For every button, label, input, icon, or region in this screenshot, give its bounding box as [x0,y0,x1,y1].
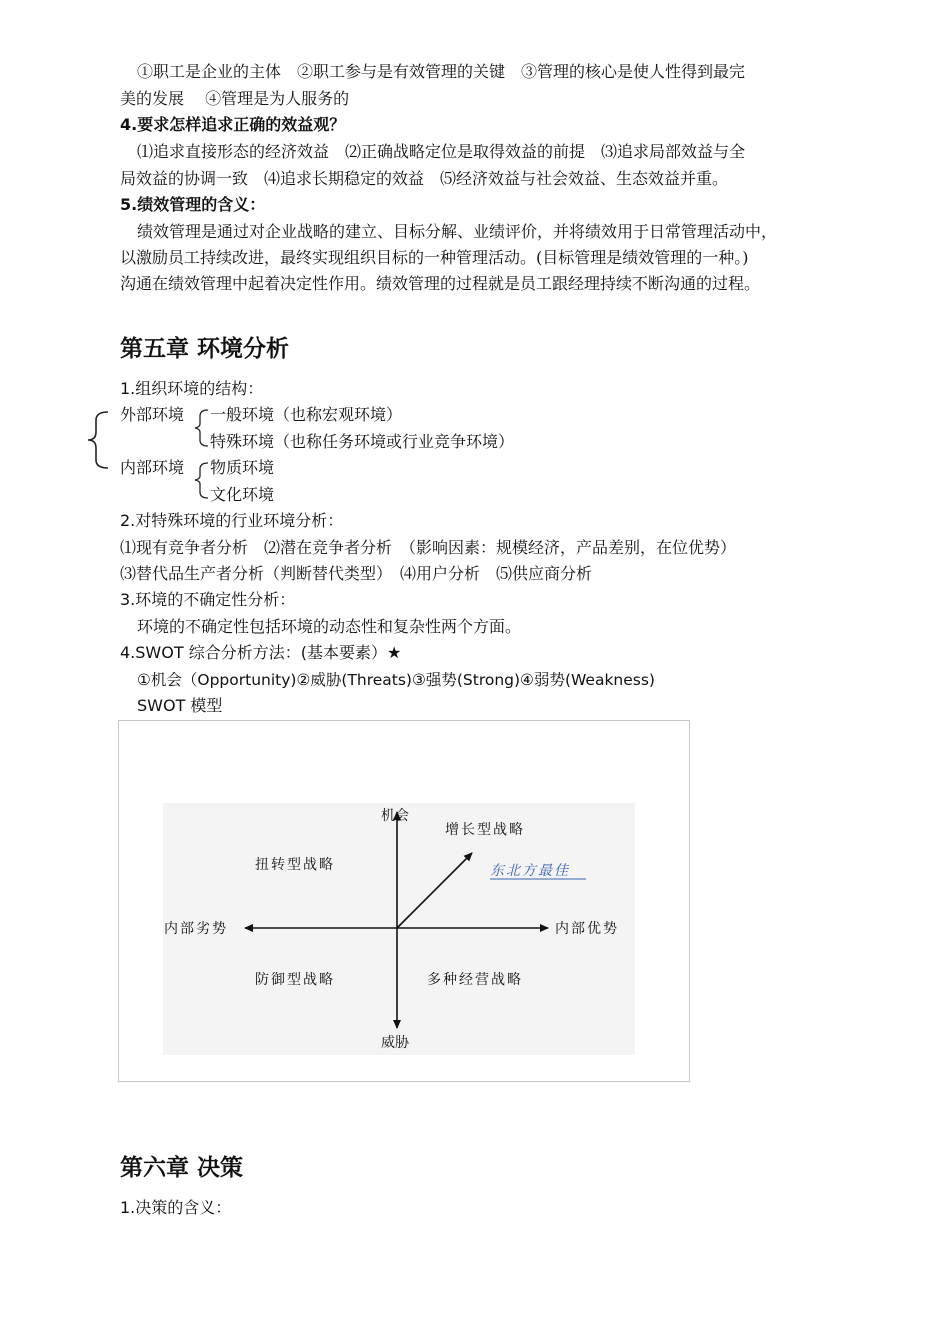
principles-line-2: 美的发展 ④管理是为人服务的 [120,89,350,108]
env-structure-heading: 1.组织环境的结构： [120,379,264,398]
best-direction-link[interactable]: 东北方最佳 [490,863,570,879]
axis-label-strength: 内部优势 [555,921,619,937]
swot-elements-line: ①机会（Opportunity)②威胁(Threats)③强势(Strong)④弱势(Weakness) [137,671,655,689]
industry-analysis-line-2: ⑶替代品生产者分析（判断替代类型） ⑷用户分析 ⑸供应商分析 [120,564,593,583]
external-brace-icon [195,410,208,446]
swot-heading: 4.SWOT 综合分析方法：(基本要素）★ [120,643,402,662]
internal-env-label: 内部环境 [120,458,185,477]
uncertainty-heading: 3.环境的不确定性分析： [120,590,296,609]
big-brace-icon [88,412,108,468]
axis-label-weakness: 内部劣势 [164,921,228,937]
chapter5-title: 第五章 环境分析 [120,336,290,362]
culture-env-label: 文化环境 [210,485,275,504]
quadrant-growth-strategy: 增长型战略 [445,822,525,838]
swot-model-label: SWOT 模型 [137,696,223,715]
decision-meaning-heading: 1.决策的含义： [120,1198,232,1217]
uncertainty-line-1: 环境的不确定性包括环境的动态性和复杂性两个方面。 [137,617,522,636]
q5-line-2: 以激励员工持续改进，最终实现组织目标的一种管理活动。(目标管理是绩效管理的一种。) [120,248,749,267]
quadrant-turnaround-strategy: 扭转型战略 [255,857,335,873]
quadrant-diversification-strategy: 多种经营战略 [427,972,523,988]
q5-heading: 5.绩效管理的含义： [120,195,266,214]
internal-brace-icon [195,463,208,498]
chapter6-title: 第六章 决策 [120,1155,244,1181]
q4-heading: 4.要求怎样追求正确的效益观？ [120,115,346,134]
special-env-label: 特殊环境（也称任务环境或行业竞争环境） [210,432,515,451]
external-env-label: 外部环境 [120,405,185,424]
axis-label-threat: 威胁 [381,1035,409,1051]
q5-line-3: 沟通在绩效管理中起着决定性作用。绩效管理的过程就是员工跟经理持续不断沟通的过程。 [120,274,761,293]
industry-analysis-heading: 2.对特殊环境的行业环境分析： [120,511,344,530]
general-env-label: 一般环境（也称宏观环境） [210,405,403,424]
quadrant-defensive-strategy: 防御型战略 [255,972,335,988]
material-env-label: 物质环境 [210,458,275,477]
q5-line-1: 绩效管理是通过对企业战略的建立、目标分解、业绩评价，并将绩效用于日常管理活动中， [137,222,778,241]
principles-line-1: ①职工是企业的主体 ②职工参与是有效管理的关键 ③管理的核心是使人性得到最完 [137,62,746,81]
q4-line-2: 局效益的协调一致 ⑷追求长期稳定的效益 ⑸经济效益与社会效益、生态效益并重。 [120,169,729,188]
q4-line-1: ⑴追求直接形态的经济效益 ⑵正确战略定位是取得效益的前提 ⑶追求局部效益与全 [137,142,746,161]
industry-analysis-line-1: ⑴现有竞争者分析 ⑵潜在竞争者分析 （影响因素：规模经济，产品差别，在位优势） [120,538,737,557]
axis-label-opportunity: 机会 [381,808,409,824]
